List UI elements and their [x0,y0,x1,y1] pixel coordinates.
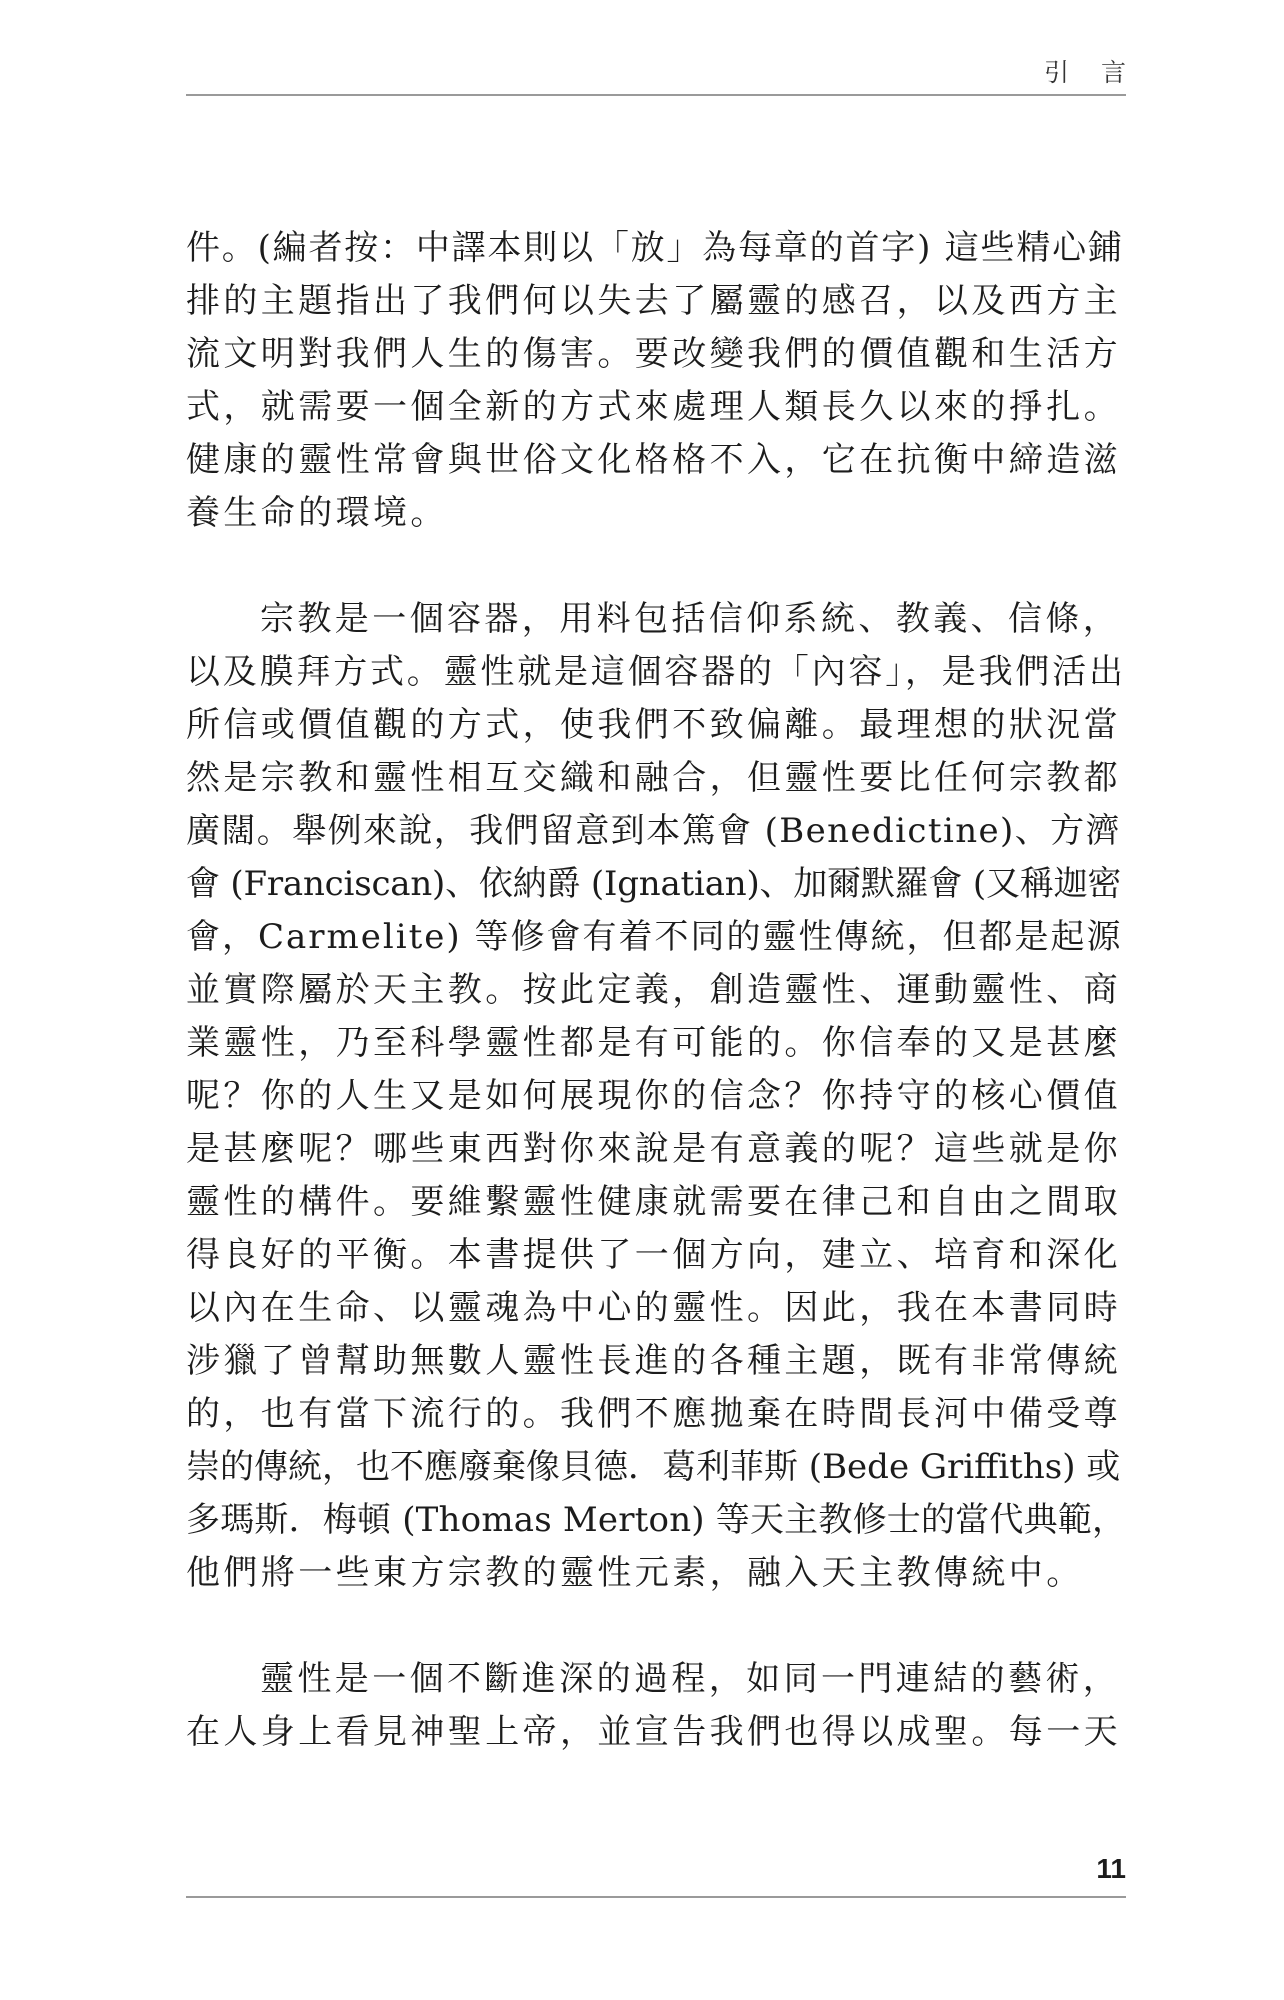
text-line: 以內在生命、以靈魂為中心的靈性。因此，我在本書同時 [186,1288,1121,1328]
text-line: 並實際屬於天主教。按此定義，創造靈性、運動靈性、商 [186,970,1121,1010]
page-footer [186,1852,1126,1898]
text-line: 排的主題指出了我們何以失去了屬靈的感召，以及西方主 [186,281,1121,321]
text-line: 廣闊。舉例來說，我們留意到本篤會 (Benedictine)、方濟 [186,811,1121,851]
text-line: 會 (Franciscan)、依納爵 (Ignatian)、加爾默羅會 (又稱迦密 [186,864,1122,904]
text-line: 流文明對我們人生的傷害。要改變我們的價值觀和生活方 [186,334,1121,374]
text-line: 他們將一些東方宗教的靈性元素，融入天主教傳統中。 [186,1553,1084,1593]
text-line: 在人身上看見神聖上帝，並宣告我們也得以成聖。每一天 [186,1712,1121,1752]
page-number: 11 [1096,1853,1126,1884]
page-header [186,58,1138,96]
text-line: 呢？你的人生又是如何展現你的信念？你持守的核心價值 [186,1076,1121,1116]
running-head: 引 言 [1044,58,1138,87]
text-line: 涉獵了曾幫助無數人靈性長進的各種主題，既有非常傳統 [186,1341,1121,1381]
text-line: 然是宗教和靈性相互交織和融合，但靈性要比任何宗教都 [186,758,1121,798]
text-line: 靈性的構件。要維繫靈性健康就需要在律己和自由之間取 [186,1182,1121,1222]
text-line: 養生命的環境。 [186,493,448,533]
text-line: 得良好的平衡。本書提供了一個方向，建立、培育和深化 [186,1235,1121,1275]
text-line: 以及膜拜方式。靈性就是這個容器的「內容」，是我們活出 [186,652,1126,692]
text-line: 業靈性，乃至科學靈性都是有可能的。你信奉的又是甚麼 [186,1023,1121,1063]
text-line: 崇的傳統，也不應廢棄像貝德．葛利菲斯 (Bede Griffiths) 或 [186,1447,1121,1487]
text-line: 多瑪斯．梅頓 (Thomas Merton) 等天主教修士的當代典範， [186,1500,1126,1540]
body-text [186,222,1126,1759]
text-line: 件。(編者按：中譯本則以「放」為每章的首字) 這些精心鋪 [186,228,1124,268]
text-line: 的，也有當下流行的。我們不應拋棄在時間長河中備受尊 [186,1394,1121,1434]
paragraph-1 [186,222,1126,540]
text-line: 宗教是一個容器，用料包括信仰系統、教義、信條， [260,599,1121,639]
paragraph-2 [186,593,1126,1600]
paragraph-3 [186,1653,1126,1759]
text-line: 是甚麼呢？哪些東西對你來說是有意義的呢？這些就是你 [186,1129,1121,1169]
text-line: 會，Carmelite) 等修會有着不同的靈性傳統，但都是起源 [186,917,1123,957]
text-line: 式，就需要一個全新的方式來處理人類長久以來的掙扎。 [186,387,1121,427]
text-line: 健康的靈性常會與世俗文化格格不入，它在抗衡中締造滋 [186,440,1121,480]
text-line: 靈性是一個不斷進深的過程，如同一門連結的藝術， [260,1659,1121,1699]
text-line: 所信或價值觀的方式，使我們不致偏離。最理想的狀況當 [186,705,1121,745]
